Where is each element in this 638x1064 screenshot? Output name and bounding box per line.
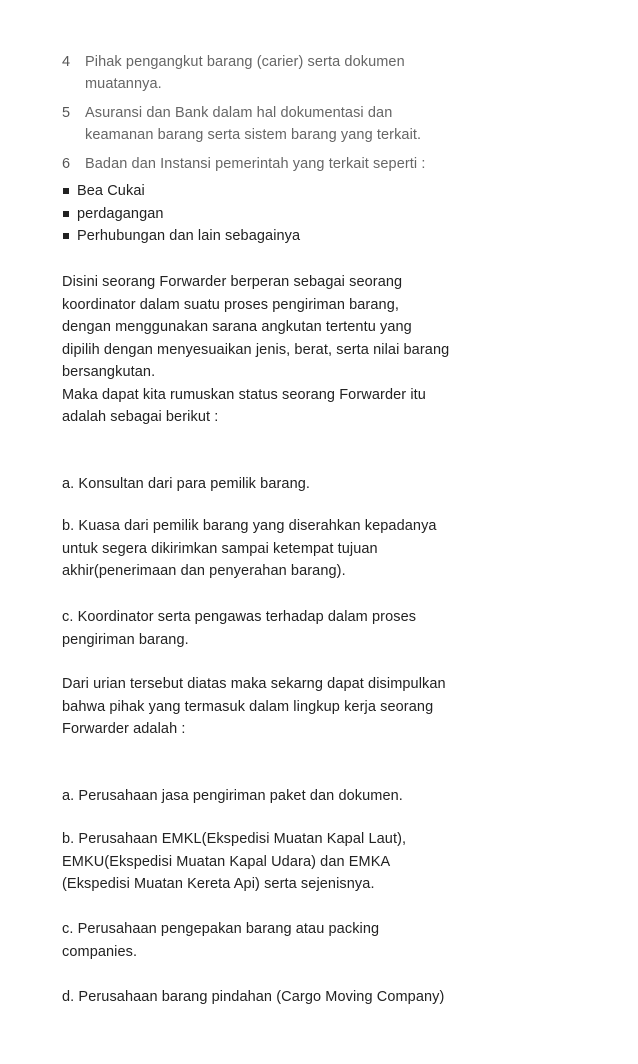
item-line: keamanan barang serta sistem barang yang terkait. bbox=[85, 127, 422, 143]
bullet-item bbox=[62, 203, 462, 226]
scope-intro-paragraph bbox=[62, 673, 462, 741]
numbered-item-5 bbox=[62, 102, 462, 146]
text-line: Maka dapat kita rumuskan status seorang Forwarder itu bbox=[62, 386, 426, 403]
text-line: a. Perusahaan jasa pengiriman paket dan dokumen. bbox=[62, 788, 403, 804]
text-line: c. Perusahaan pengepakan barang atau packing bbox=[62, 921, 380, 937]
status-item-b bbox=[62, 515, 462, 583]
bullet-text: Bea Cukai bbox=[77, 183, 145, 199]
square-bullet-icon bbox=[63, 233, 69, 239]
text-line: dengan menggunakan sarana angkutan tertentu yang bbox=[62, 319, 412, 335]
text-line: akhir(penerimaan dan penyerahan barang). bbox=[62, 563, 346, 579]
text-line: dipilih dengan menyesuaikan jenis, berat, serta nilai barang bbox=[62, 341, 450, 358]
item-line: muatannya. bbox=[85, 76, 162, 92]
text-line: untuk segera dikirimkan sampai ketempat tujuan bbox=[62, 540, 378, 557]
item-number: 6 bbox=[62, 156, 71, 172]
bullet-list bbox=[62, 180, 462, 248]
item-line: Pihak pengangkut barang (carier) serta dokumen bbox=[85, 54, 405, 70]
scope-item-d bbox=[62, 986, 462, 1009]
text-line: bahwa pihak yang termasuk dalam lingkup kerja seorang bbox=[62, 698, 434, 715]
item-number: 4 bbox=[62, 54, 71, 70]
text-line: d. Perusahaan barang pindahan (Cargo Moving Company) bbox=[62, 989, 445, 1005]
item-line: Badan dan Instansi pemerintah yang terkait seperti : bbox=[85, 156, 426, 172]
text-line: companies. bbox=[62, 943, 138, 960]
bullet-text: perdagangan bbox=[77, 205, 164, 222]
text-line: bersangkutan. bbox=[62, 364, 156, 380]
text-line: koordinator dalam suatu proses pengiriman barang, bbox=[62, 296, 399, 313]
square-bullet-icon bbox=[63, 211, 69, 217]
text-line: pengiriman barang. bbox=[62, 631, 189, 648]
square-bullet-icon bbox=[63, 188, 69, 194]
scope-item-c bbox=[62, 918, 462, 963]
scope-item-b bbox=[62, 828, 462, 896]
status-item-c bbox=[62, 606, 462, 651]
item-line: Asuransi dan Bank dalam hal dokumentasi dan bbox=[85, 105, 393, 121]
text-line: Dari urian tersebut diatas maka sekarng dapat disimpulkan bbox=[62, 676, 446, 692]
text-line: Disini seorang Forwarder berperan sebagai seorang bbox=[62, 274, 403, 290]
bullet-item bbox=[62, 180, 462, 203]
scope-item-a bbox=[62, 785, 462, 808]
item-number: 5 bbox=[62, 105, 71, 121]
text-line: adalah sebagai berikut : bbox=[62, 409, 219, 425]
text-line: EMKU(Ekspedisi Muatan Kapal Udara) dan EMKA bbox=[62, 853, 391, 870]
status-item-a bbox=[62, 473, 462, 496]
text-line: c. Koordinator serta pengawas terhadap dalam proses bbox=[62, 609, 417, 625]
text-line: Forwarder adalah : bbox=[62, 721, 186, 737]
intro-paragraph bbox=[62, 271, 462, 429]
numbered-item-4 bbox=[62, 51, 462, 95]
numbered-item-6 bbox=[62, 153, 462, 175]
numbered-list bbox=[62, 51, 462, 182]
bullet-text: Perhubungan dan lain sebagainya bbox=[77, 228, 301, 244]
bullet-item bbox=[62, 225, 462, 248]
text-line: b. Perusahaan EMKL(Ekspedisi Muatan Kapal Laut), bbox=[62, 831, 407, 847]
text-line: b. Kuasa dari pemilik barang yang diserahkan kepadanya bbox=[62, 518, 437, 534]
text-line: a. Konsultan dari para pemilik barang. bbox=[62, 476, 311, 492]
text-line: (Ekspedisi Muatan Kereta Api) serta sejenisnya. bbox=[62, 876, 375, 892]
